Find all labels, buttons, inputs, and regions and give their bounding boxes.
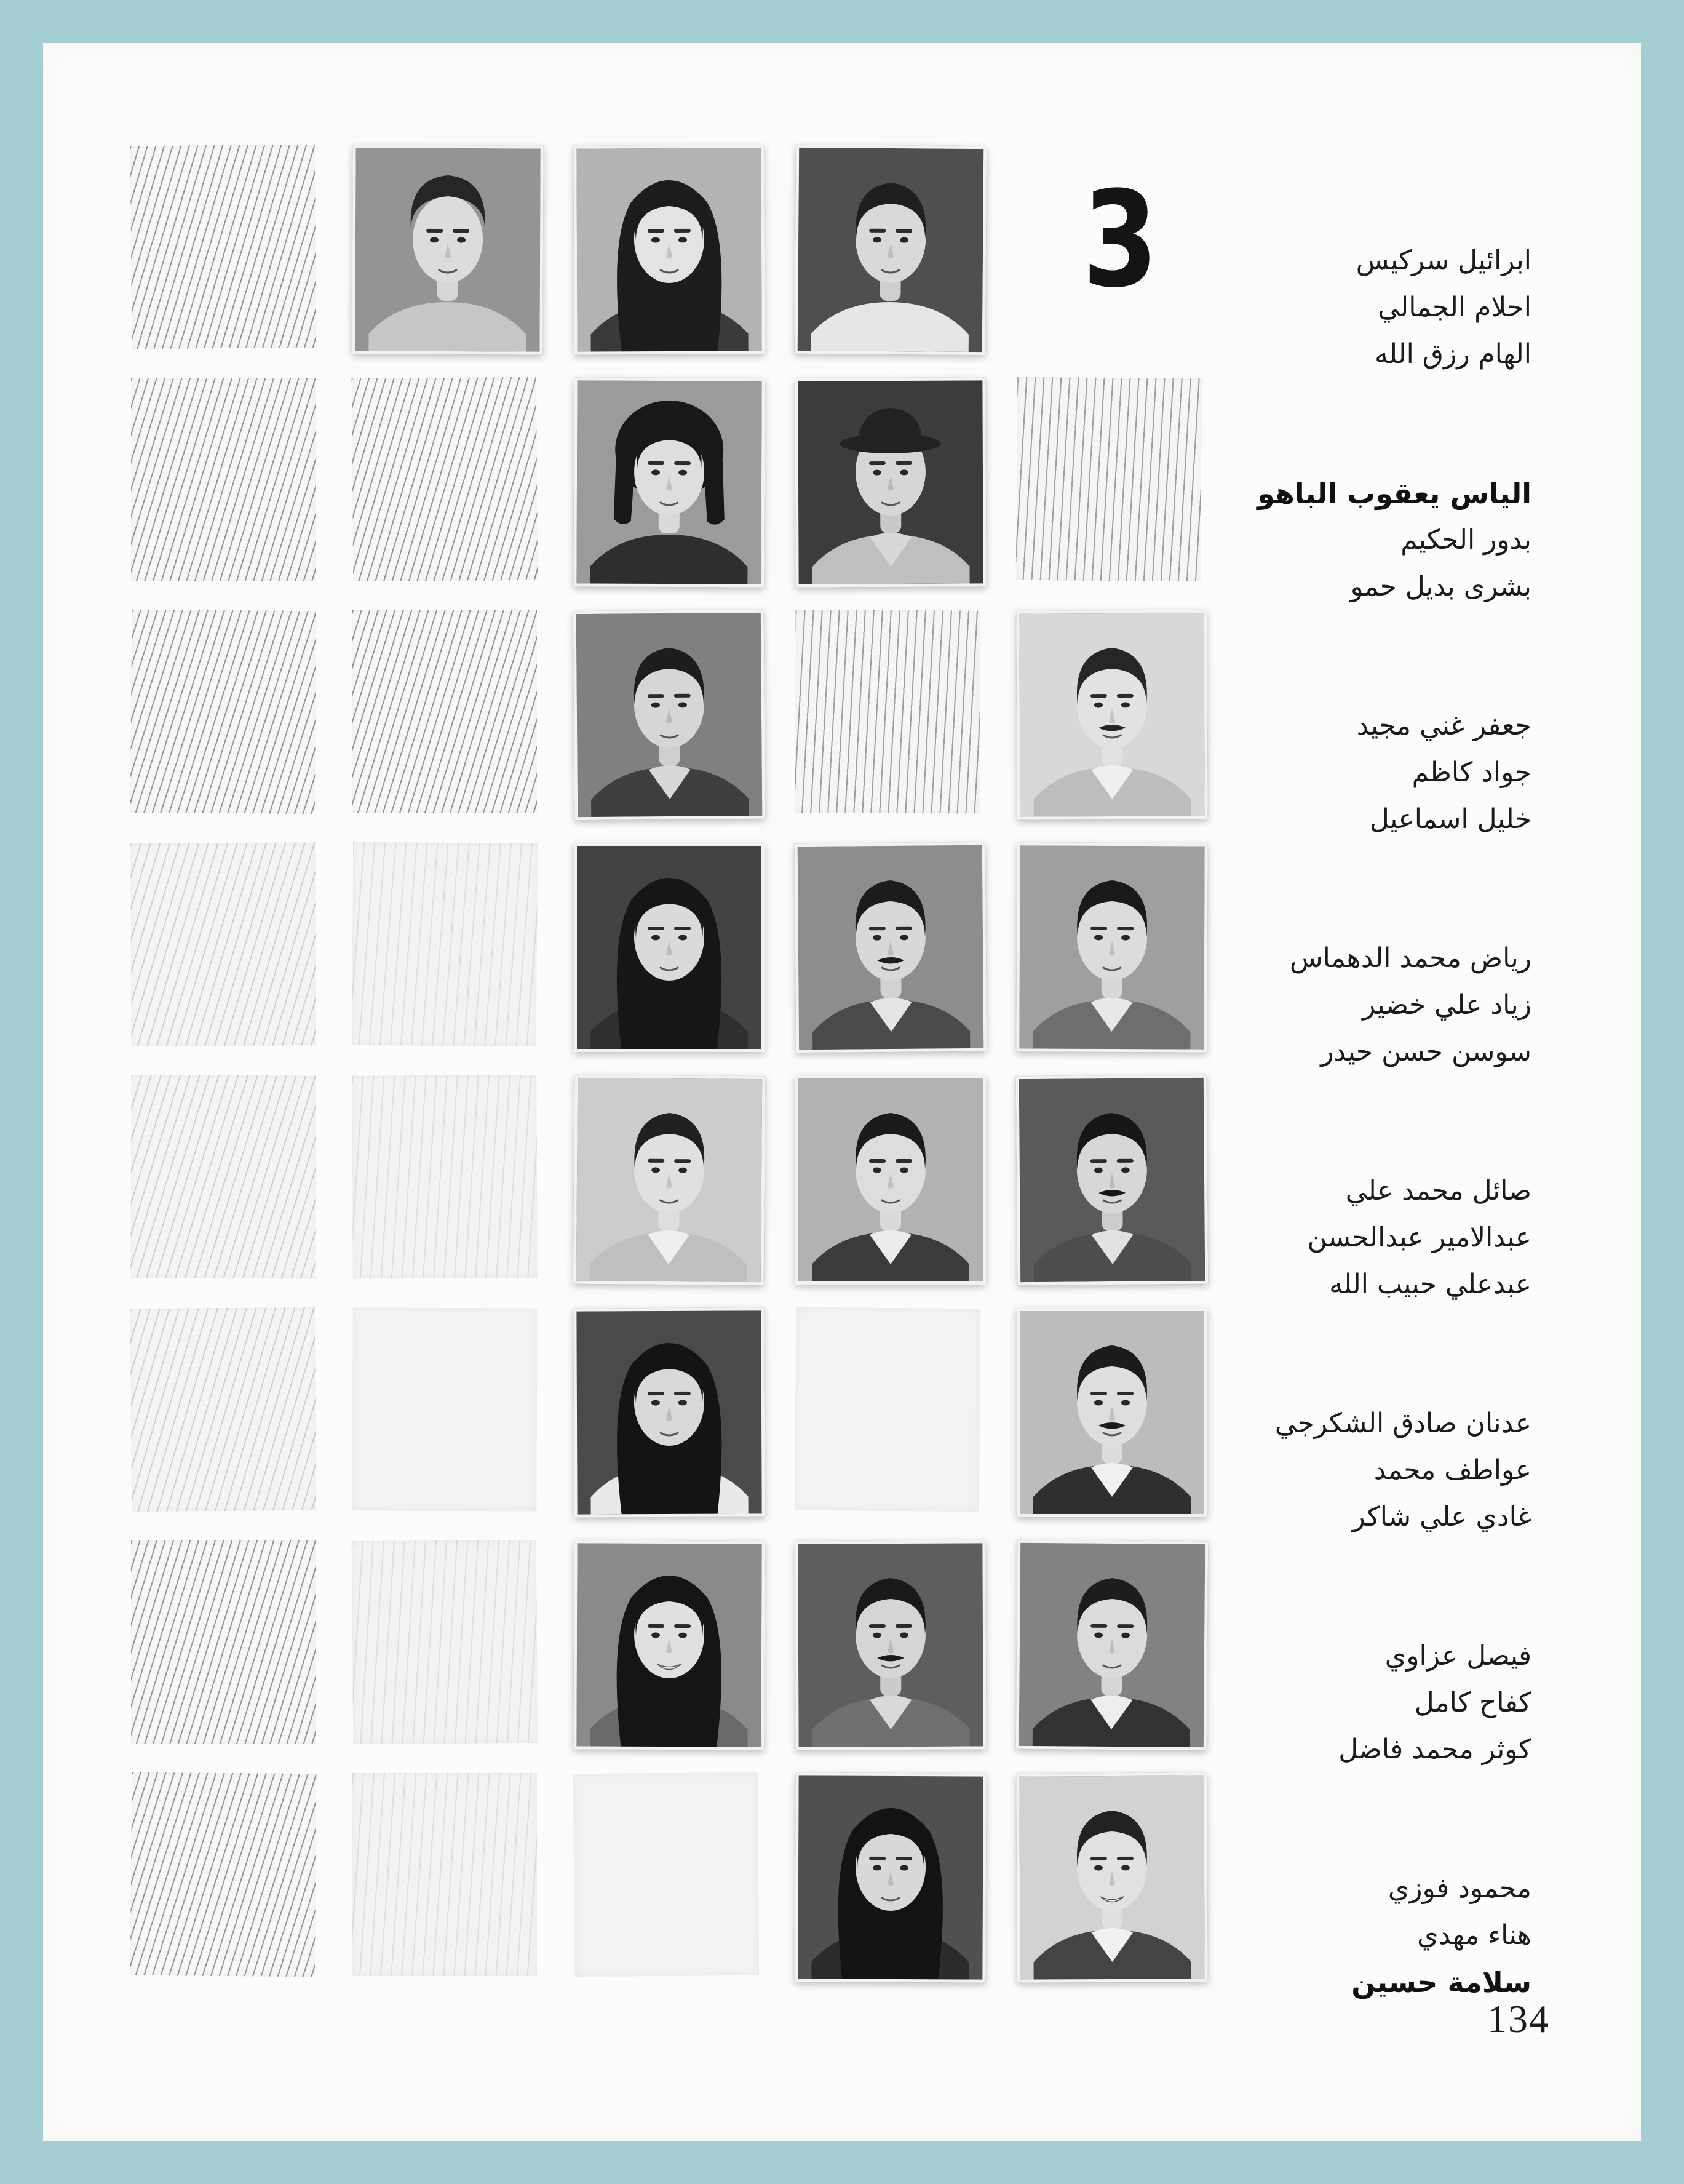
student-name: محمود فوزي (1388, 1873, 1531, 1904)
empty-photo-placeholder (130, 842, 316, 1046)
empty-photo-placeholder (130, 145, 317, 349)
empty-photo-placeholder (352, 1773, 537, 1976)
empty-photo-placeholder (1016, 377, 1202, 581)
student-name: بدور الحكيم (1400, 524, 1531, 556)
student-name: الهام رزق الله (1375, 338, 1531, 370)
student-name: زياد علي خضير (1362, 989, 1531, 1021)
student-name: كوثر محمد فاضل (1338, 1734, 1531, 1765)
portrait-photo (352, 145, 543, 354)
portrait-photo (573, 377, 765, 587)
empty-photo-placeholder (573, 1772, 760, 1977)
portrait-photo (1016, 1772, 1207, 1982)
empty-photo-placeholder (352, 1075, 537, 1278)
student-name: فيصل عزاوي (1384, 1640, 1531, 1672)
student-name: عبدالامير عبدالحسن (1307, 1222, 1531, 1253)
student-name: رياض محمد الدهماس (1289, 943, 1531, 974)
student-name: بشرى بديل حمو (1350, 571, 1531, 602)
student-name: خليل اسماعيل (1369, 803, 1531, 835)
student-name: عبدعلي حبيب الله (1329, 1269, 1531, 1300)
student-name: ابرائيل سركيس (1356, 245, 1531, 276)
portrait-photo (1016, 842, 1207, 1052)
student-name: سلامة حسين (1351, 1966, 1531, 1999)
portrait-photo (573, 610, 766, 820)
empty-photo-placeholder (352, 1540, 538, 1744)
empty-photo-placeholder (131, 1540, 316, 1744)
empty-photo-placeholder (352, 610, 537, 813)
student-name: عواطف محمد (1373, 1454, 1531, 1486)
empty-photo-placeholder (131, 378, 316, 581)
portrait-photo (1016, 610, 1207, 819)
portrait-photo (795, 377, 986, 587)
portrait-photo (573, 1540, 765, 1750)
student-name: سوسن حسن حيدر (1321, 1036, 1531, 1067)
empty-photo-placeholder (352, 377, 538, 581)
student-name: جعفر غني مجيد (1356, 710, 1531, 741)
empty-photo-placeholder (130, 1772, 317, 1977)
empty-photo-placeholder (795, 1307, 981, 1512)
portrait-photo (573, 1307, 765, 1517)
portrait-photo (795, 145, 987, 355)
portrait-photo (795, 842, 987, 1053)
student-name: الياس يعقوب الباهو (1257, 477, 1531, 510)
student-name: غادي علي شاكر (1352, 1501, 1531, 1532)
empty-photo-placeholder (352, 1307, 537, 1511)
empty-photo-placeholder (130, 1075, 316, 1278)
empty-photo-placeholder (130, 610, 317, 814)
empty-photo-placeholder (352, 842, 538, 1046)
student-name: كفاح كامل (1414, 1687, 1531, 1718)
page-number: 134 (1487, 1997, 1550, 2041)
portrait-photo (574, 843, 765, 1052)
section-number: 3 (1082, 162, 1158, 317)
portrait-photo (573, 145, 765, 354)
portrait-photo (1016, 1075, 1209, 1285)
portrait-photo (1017, 1308, 1207, 1517)
student-name: احلام الجمالي (1378, 292, 1531, 323)
portrait-photo (795, 1540, 986, 1750)
portrait-photo (795, 1772, 986, 1982)
student-name: عدنان صادق الشكرجي (1274, 1408, 1531, 1439)
portrait-photo (573, 1075, 766, 1285)
portrait-photo (795, 1075, 986, 1285)
page (43, 43, 1641, 2141)
photo-grid (131, 145, 1201, 1976)
empty-photo-placeholder (795, 610, 980, 813)
portrait-photo (1016, 1540, 1209, 1750)
empty-photo-placeholder (130, 1307, 317, 1512)
student-name: جواد كاظم (1412, 757, 1531, 788)
student-name: صائل محمد علي (1345, 1175, 1531, 1206)
student-name: هناء مهدي (1417, 1919, 1531, 1951)
